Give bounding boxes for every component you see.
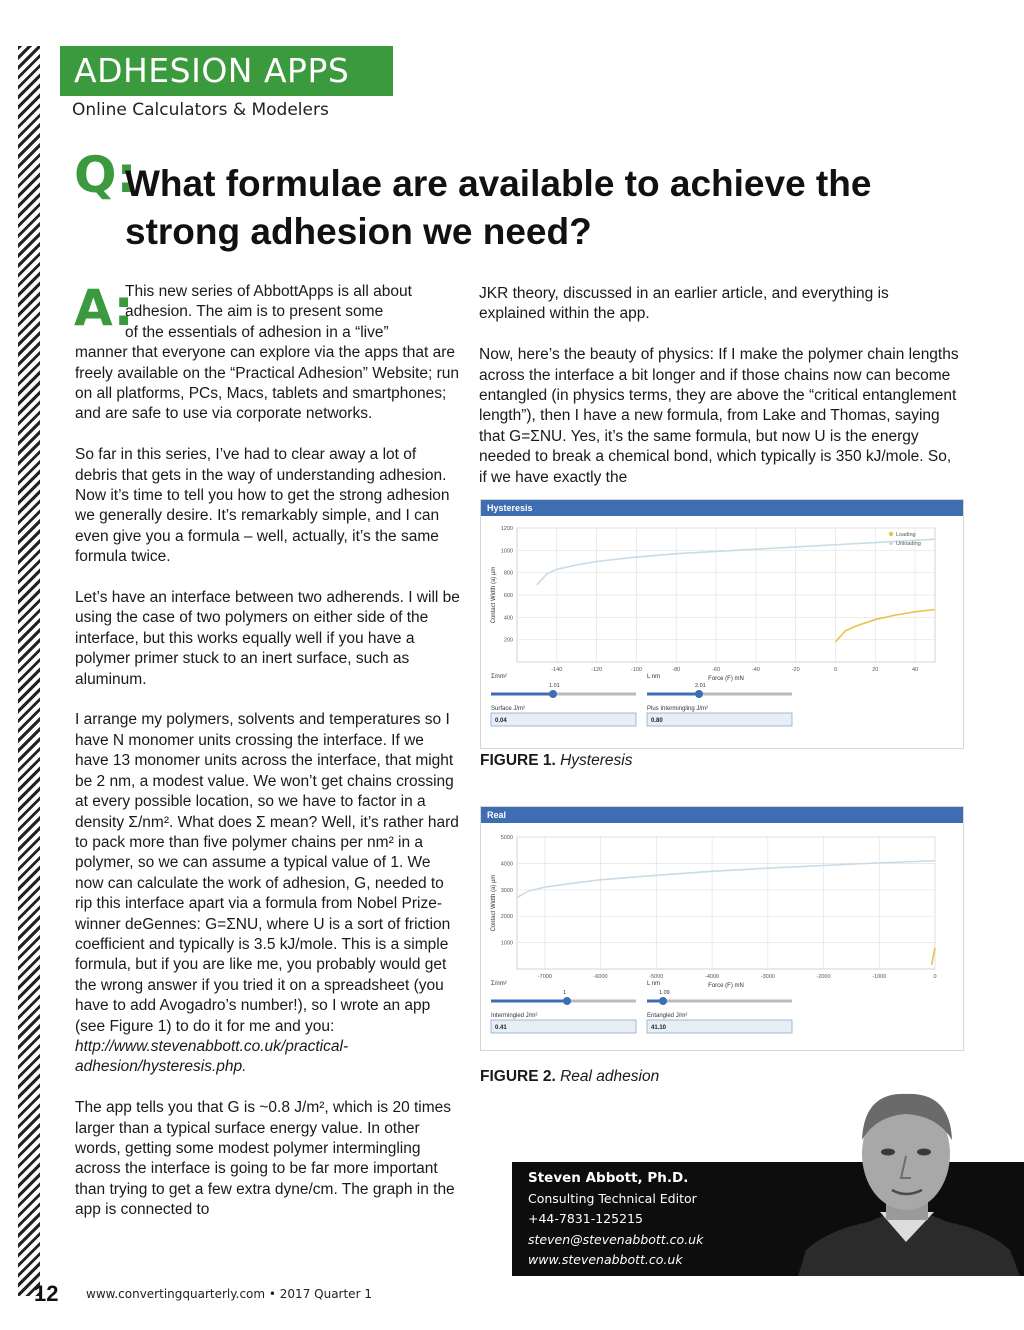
x-tick-label: 20	[872, 667, 879, 673]
slider-value: 1.01	[549, 683, 560, 689]
output-value: 0.80	[651, 718, 663, 724]
figure-label: FIGURE 2.	[480, 1068, 556, 1085]
figure-2-screenshot	[480, 806, 964, 1051]
output-box	[491, 713, 636, 726]
paragraph: The app tells you that G is ~0.8 J/m², which is 20 times larger than a typical surface energy value. In other words, getting some modest polymer intermingling across the interface is going to be far more important than trying to get a few extra dyne/cm. The graph in the app is connected to	[75, 1099, 455, 1219]
y-tick-label: 2000	[500, 914, 513, 921]
x-tick-label: 40	[912, 667, 919, 673]
y-tick-label: 5000	[500, 835, 513, 841]
figure-caption-text: Hysteresis	[560, 752, 633, 769]
slider-value: 2.01	[695, 683, 706, 689]
paragraph: So far in this series, I’ve had to clear away a lot of debris that gets in the way of understanding adhesion. Now it’s time to tell you how to get the strong adhesion we generally desire. It’s remarkably simple, and I can even give you a formula – well, actually, it’s the same formula twice.	[75, 446, 450, 566]
x-tick-label: -4000	[705, 974, 720, 980]
legend-marker	[889, 541, 893, 545]
figure-caption-text: Real adhesion	[560, 1068, 660, 1085]
question-heading: What formulae are available to achieve the strong adhesion we need?	[125, 163, 872, 252]
section-banner: ADHESION APPS	[60, 46, 393, 96]
x-tick-label: -3000	[760, 974, 775, 980]
slider-label: L nm	[647, 674, 661, 680]
decorative-stripe	[18, 46, 40, 1296]
paragraph-intro	[74, 279, 460, 425]
figure-1-screenshot	[480, 499, 964, 749]
intro-rest: manner that everyone can explore via the apps that are freely available on the “Practical Adhesion” Website; run on all platforms, PCs, Macs, tablets and smartphones; and are safe to use via corporate networks.	[75, 344, 459, 423]
author-website[interactable]: www.stevenabbott.co.uk	[528, 1252, 683, 1267]
x-tick-label: -2000	[816, 974, 831, 980]
x-axis-label: Force (F) mN	[708, 676, 744, 682]
figure-label: FIGURE 1.	[480, 752, 556, 769]
output-value: 0.04	[495, 718, 507, 724]
paragraph: Let’s have an interface between two adherends. I will be using the case of two polymers on either side of the interface, but this works equally well if you have a polymer primer stuck to an inert surface, such as aluminum.	[75, 589, 460, 688]
y-tick-label: 200	[503, 637, 513, 644]
legend-label: Loading	[896, 532, 916, 538]
output-label: Intermingled J/m²	[491, 1013, 538, 1019]
x-tick-label: -1000	[872, 974, 887, 980]
y-tick-label: 400	[503, 615, 513, 622]
slider-value: 1.09	[659, 990, 670, 996]
output-value: 0.41	[495, 1025, 507, 1031]
hysteresis-app-link[interactable]: http://www.stevenabbott.co.uk/practical-adhesion/hysteresis.php.	[75, 1037, 349, 1076]
y-axis-label: Contact Width (a) µm	[491, 874, 497, 932]
real-adhesion-chart	[481, 823, 963, 1050]
question-marker: Q:	[74, 146, 137, 204]
slider-label: Σ/nm²	[491, 674, 507, 680]
x-tick-label: -5000	[649, 974, 664, 980]
bio-text	[528, 1168, 703, 1271]
figure-2-caption	[480, 1068, 659, 1086]
answer-marker: A:	[74, 279, 134, 337]
slider-thumb	[695, 690, 703, 698]
article-column-left	[74, 279, 460, 1241]
section-subtitle: Online Calculators & Modelers	[72, 100, 329, 120]
y-tick-label: 1000	[500, 548, 513, 555]
output-label: Entangled J/m²	[647, 1013, 688, 1019]
author-email[interactable]: steven@stevenabbott.co.uk	[528, 1231, 704, 1247]
figure-1-caption	[480, 752, 632, 770]
x-axis-label: Force (F) mN	[708, 983, 744, 989]
output-box	[647, 1020, 792, 1033]
legend-marker	[889, 532, 893, 536]
x-tick-label: -80	[672, 667, 681, 673]
y-tick-label: 1200	[500, 526, 513, 532]
output-label: Plus Intermingling J/m²	[647, 706, 709, 712]
output-box	[647, 713, 792, 726]
intro-line-1: This new series of AbbottApps is all about	[125, 283, 412, 300]
author-phone: +44-7831-125215	[528, 1211, 643, 1226]
legend-label: Unloading	[896, 541, 921, 547]
output-label: Surface J/m²	[491, 706, 526, 712]
y-tick-label: 600	[503, 593, 513, 599]
intro-line-3: of the essentials of adhesion in a “live”	[125, 323, 389, 341]
page-number: 12	[34, 1281, 59, 1306]
x-tick-label: -60	[712, 667, 721, 673]
y-tick-label: 1000	[500, 940, 513, 947]
slider-label: Σ/nm²	[491, 981, 507, 987]
x-tick-label: -6000	[593, 974, 608, 980]
x-tick-label: -100	[630, 667, 642, 673]
y-tick-label: 800	[503, 570, 513, 577]
x-tick-label: -140	[551, 667, 563, 673]
paragraph-text: I arrange my polymers, solvents and temperatures so I have N monomer units crossing the interface. If we have 13 monomer units across the interface, that might be 2 nm, a modest value. We won’t get chains crossing at every possible location, so we have to factor in a density Σ/nm². What does Σ mean? Well, it’s rather hard to pack more than five polymer chains per nm² in a polymer, so we can assume a typical value of 1. We now can calculate the work of adhesion, G, needed to rip this interface apart via a formula from Nobel Prize-winner deGennes: G=ΣNU, where U is a sort of friction coefficient and typically is 3.5 kJ/mole. This is a simple formula, but if you are like me, you probably would get the wrong answer if you tried it on a spreadsheet (you have to add Avogadro’s number!), so I wrote an app (see Figure 1) to do it for me and you:	[75, 711, 459, 1035]
slider-thumb	[563, 997, 571, 1005]
chart-title: Real	[481, 807, 963, 823]
y-tick-label: 3000	[500, 887, 513, 894]
intro-line-2: adhesion. The aim is to present some	[125, 303, 384, 321]
author-photo	[788, 1082, 1024, 1276]
plot-area	[517, 837, 935, 969]
output-box	[491, 1020, 636, 1033]
x-tick-label: -7000	[537, 974, 552, 980]
x-tick-label: -20	[791, 667, 800, 673]
author-name: Steven Abbott, Ph.D.	[528, 1170, 689, 1186]
footer-text: www.convertingquarterly.com • 2017 Quarter 1	[86, 1287, 372, 1301]
slider-thumb	[659, 997, 667, 1005]
y-tick-label: 4000	[500, 861, 513, 868]
paragraph: JKR theory, discussed in an earlier article, and everything is explained within the app.	[479, 285, 889, 323]
chart-title: Hysteresis	[481, 500, 963, 516]
y-axis-label: Contact Width (a) µm	[491, 566, 497, 624]
slider-value: 1	[563, 990, 567, 996]
paragraph	[75, 710, 460, 1077]
x-tick-label: -40	[751, 667, 760, 673]
x-tick-label: -120	[591, 667, 603, 673]
author-title: Consulting Technical Editor	[528, 1190, 697, 1206]
slider-label: L nm	[647, 981, 661, 987]
article-column-right	[479, 284, 959, 508]
paragraph: Now, here’s the beauty of physics: If I make the polymer chain lengths across the interface a bit longer and if those chains now can become entangled (in physics terms, they are above the “critical entanglement length”), then I have a new formula, from Lake and Thomas, saying that G=ΣNU. Yes, it’s the same formula, but now U is the energy needed to break a chemical bond, which typically is 350 kJ/mole. So, if we have exactly the	[479, 346, 959, 486]
x-tick-label: 0	[933, 974, 937, 980]
slider-thumb	[549, 690, 557, 698]
output-value: 41.10	[651, 1025, 667, 1031]
hysteresis-chart	[481, 516, 963, 748]
x-tick-label: 0	[833, 667, 838, 673]
